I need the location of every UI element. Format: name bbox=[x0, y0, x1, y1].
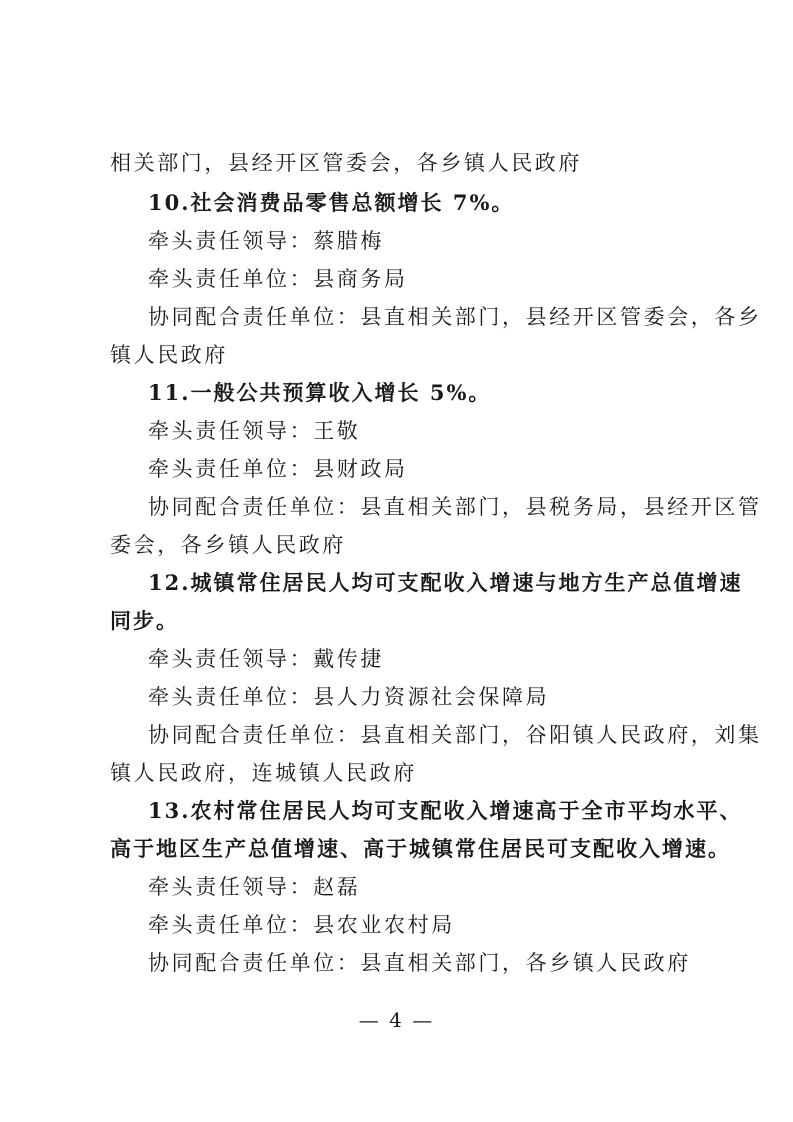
cooperating-units-line: 协同配合责任单位：县直相关部门，各乡镇人民政府 bbox=[148, 951, 691, 975]
lead-unit-line: 牵头责任单位：县人力资源社会保障局 bbox=[148, 685, 550, 709]
cooperating-units-line: 协同配合责任单位：县直相关部门，县税务局，县经开区管 bbox=[148, 495, 762, 519]
lead-leader-line: 牵头责任领导：赵磊 bbox=[148, 875, 361, 899]
item-heading-10: 10.社会消费品零售总额增长 7%。 bbox=[148, 190, 515, 215]
item-heading-11: 11.一般公共预算收入增长 5%。 bbox=[148, 380, 492, 405]
lead-unit-line: 牵头责任单位：县财政局 bbox=[148, 457, 408, 481]
item-heading-12-cont: 同步。 bbox=[110, 608, 179, 633]
text-line: 委会，各乡镇人民政府 bbox=[110, 533, 346, 557]
page-number: — 4 — bbox=[358, 1008, 435, 1032]
item-heading-13: 13.农村常住居民人均可支配收入增速高于全市平均水平、 bbox=[148, 798, 743, 823]
item-heading-12: 12.城镇常住居民人均可支配收入增速与地方生产总值增速 bbox=[148, 570, 743, 595]
lead-leader-line: 牵头责任领导：蔡腊梅 bbox=[148, 229, 384, 253]
cooperating-units-line: 协同配合责任单位：县直相关部门，谷阳镇人民政府，刘集 bbox=[148, 723, 762, 747]
cooperating-units-line: 协同配合责任单位：县直相关部门，县经开区管委会，各乡 bbox=[148, 305, 762, 329]
lead-unit-line: 牵头责任单位：县农业农村局 bbox=[148, 913, 455, 937]
text-line: 镇人民政府，连城镇人民政府 bbox=[110, 761, 417, 785]
item-heading-13-cont: 高于地区生产总值增速、高于城镇常住居民可支配收入增速。 bbox=[110, 836, 731, 861]
lead-unit-line: 牵头责任单位：县商务局 bbox=[148, 267, 408, 291]
lead-leader-line: 牵头责任领导：王敬 bbox=[148, 419, 361, 443]
text-line: 相关部门，县经开区管委会，各乡镇人民政府 bbox=[110, 151, 582, 175]
text-line: 镇人民政府 bbox=[110, 343, 228, 367]
lead-leader-line: 牵头责任领导：戴传捷 bbox=[148, 647, 384, 671]
